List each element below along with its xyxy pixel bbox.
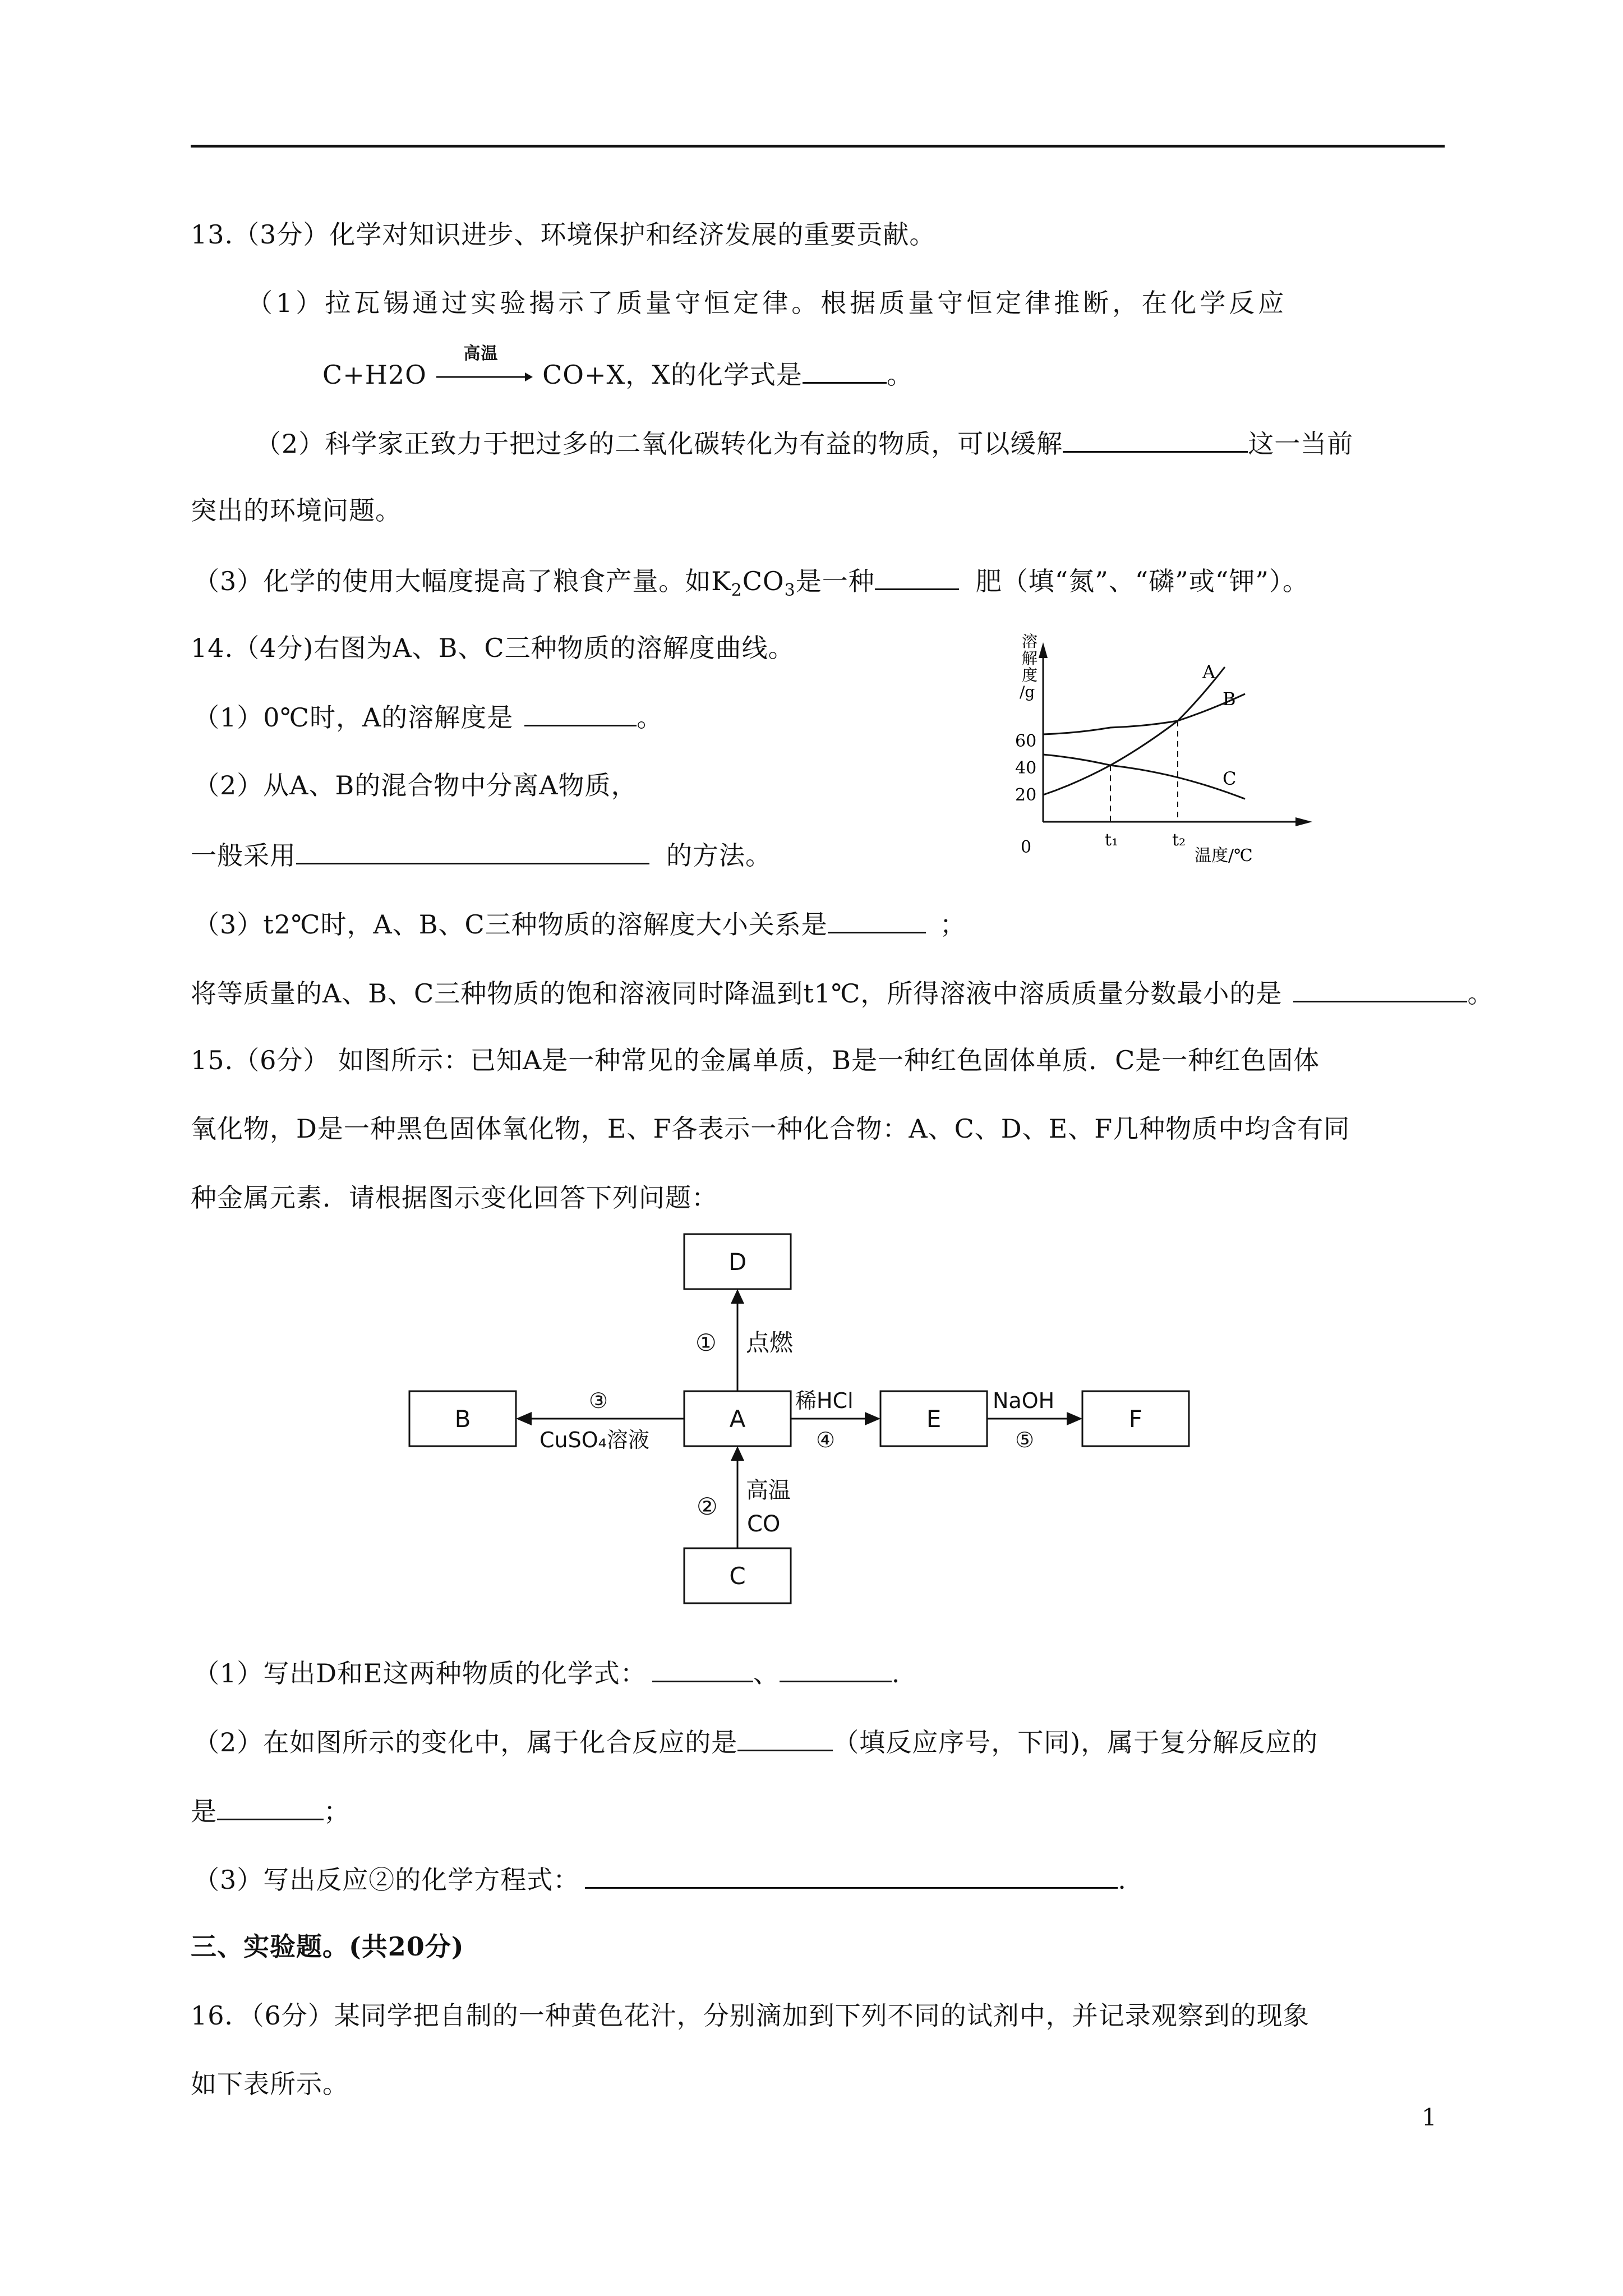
answer-blank-smallest[interactable] [1293, 975, 1467, 1002]
q15-sub3-end: . [1118, 1865, 1127, 1895]
q13-equation [322, 344, 914, 392]
page-number: 1 [1422, 2104, 1437, 2131]
reaction-diagram [393, 1223, 1234, 1627]
reaction-arrow [435, 344, 533, 384]
box-b [409, 1391, 516, 1446]
reaction-5-number: ⑤ [1015, 1428, 1035, 1452]
answer-blank-x[interactable] [803, 356, 887, 384]
subscript-2: 2 [731, 581, 743, 600]
q13-title: 13.（3分）化学对知识进步、环境保护和经济发展的重要贡献。 [191, 219, 936, 250]
q15-sub3 [193, 1861, 1127, 1897]
header-rule [191, 145, 1445, 148]
answer-blank-solubility[interactable] [524, 699, 637, 726]
q15-sub1 [193, 1655, 900, 1690]
q16-para2: 如下表所示。 [191, 2069, 349, 2099]
x-axis-label: 温度/℃ [1195, 846, 1253, 866]
reaction-1-number: ① [695, 1329, 717, 1356]
q15-para1: 15.（6分） 如图所示：已知A是一种常见的金属单质，B是一种红色固体单质．C是一种红色固体 [191, 1045, 1320, 1075]
q16-para1: 16．（6分）某同学把自制的一种黄色花汁，分别滴加到下列不同的试剂中，并记录观察到的现象 [191, 2000, 1310, 2031]
box-d-label: D [728, 1248, 747, 1276]
box-a-label: A [729, 1405, 746, 1433]
q13-part2-text: （2）科学家正致力于把过多的二氧化碳转化为有益的物质，可以缓解 [255, 429, 1063, 459]
subscript-3: 3 [784, 581, 796, 600]
q15-sub2-cont-text: 是 [191, 1796, 217, 1826]
curve-a [1043, 667, 1225, 795]
arrow-c-to-a [697, 1446, 791, 1548]
q13-part3-tail: 肥（填“氮”、“磷”或“钾”）。 [975, 566, 1309, 596]
q15-sub1-sep: 、 [753, 1658, 780, 1688]
q15-sub2-mid: （填反应序号，下同)，属于复分解反应的 [833, 1727, 1318, 1757]
equation-end: 。 [887, 360, 914, 390]
q14-part3 [193, 906, 966, 941]
answer-blank-method[interactable] [296, 837, 649, 864]
arrow-a-to-d [695, 1289, 794, 1391]
q15-sub3-text: （3）写出反应②的化学方程式： [193, 1865, 580, 1895]
q14-part4 [191, 975, 1493, 1010]
y-tick-label: 20 [1015, 785, 1037, 805]
reaction-2-number: ② [697, 1493, 718, 1520]
equation-products: CO+X，X的化学式是 [542, 360, 803, 390]
equation-reactants: C+H2O [322, 360, 427, 390]
q14-part1-end: 。 [637, 702, 663, 733]
q15-sub2 [193, 1724, 1318, 1759]
box-b-label: B [454, 1405, 471, 1433]
curve-b [1043, 694, 1245, 734]
q14-part3-text: （3）t2℃时，A、B、C三种物质的溶解度大小关系是 [193, 909, 828, 940]
y-axis-arrow-icon [1039, 642, 1048, 658]
x-tick-label: t₁ [1105, 830, 1119, 850]
answer-blank-fertilizer[interactable] [875, 563, 959, 590]
answer-blank-equation[interactable] [585, 1861, 1118, 1889]
x-tick-label: t₂ [1172, 830, 1186, 850]
q14-title: 14.（4分)右图为A、B、C三种物质的溶解度曲线。 [191, 633, 795, 663]
box-a [684, 1391, 791, 1446]
series-label-a: A [1202, 661, 1216, 683]
solubility-chart [987, 631, 1324, 878]
box-c-label: C [729, 1562, 746, 1590]
q13-part1: （1）拉瓦锡通过实验揭示了质量守恒定律。根据质量守恒定律推断，在化学反应 [247, 288, 1288, 318]
q14-part3-end: ； [939, 909, 966, 940]
origin-label: 0 [1021, 838, 1032, 857]
q13-part3 [193, 563, 1309, 608]
q15-sub1-text: （1）写出D和E这两种物质的化学式： [193, 1658, 647, 1688]
box-e-label: E [926, 1405, 942, 1433]
q14-part2-cont [191, 837, 772, 872]
q15-sub2-cont [191, 1793, 350, 1828]
q15-para3: 种金属元素．请根据图示变化回答下列问题： [191, 1182, 718, 1213]
y-axis-label: 溶解度/g [1020, 632, 1038, 701]
q14-part2-end: 的方法。 [666, 840, 772, 871]
answer-blank-env-problem[interactable] [1063, 425, 1248, 453]
reaction-4-condition: 稀HCl [795, 1388, 854, 1413]
answer-blank-order[interactable] [828, 906, 926, 933]
answer-blank-combination[interactable] [737, 1724, 833, 1751]
box-f-label: F [1128, 1405, 1143, 1433]
reaction-1-condition: 点燃 [746, 1329, 794, 1356]
q15-sub2-end: ； [324, 1796, 350, 1826]
arrow-a-to-e [791, 1388, 880, 1452]
q13-part3-mid: 是一种 [795, 566, 875, 596]
reaction-3-number: ③ [589, 1388, 608, 1413]
y-tick-label: 40 [1015, 758, 1037, 778]
q13-part2 [255, 425, 1353, 461]
box-c [684, 1548, 791, 1603]
answer-blank-d[interactable] [652, 1655, 753, 1682]
q14-part1-text: （1）0℃时，A的溶解度是 [193, 702, 514, 733]
q14-part4-end: 。 [1467, 978, 1494, 1009]
x-axis-arrow-icon [1295, 817, 1312, 826]
q15-para2: 氧化物，D是一种黑色固体氧化物，E、F各表示一种化合物：A、C、D、E、F几种物质中均含有同 [191, 1114, 1350, 1144]
arrow-e-to-f [987, 1388, 1082, 1452]
q13-part2-tail: 这一当前 [1248, 429, 1354, 459]
q15-sub2-text: （2）在如图所示的变化中，属于化合反应的是 [193, 1727, 738, 1757]
q14-part2-text: 一般采用 [191, 840, 296, 871]
reaction-3-condition: CuSO₄溶液 [540, 1428, 649, 1452]
answer-blank-e[interactable] [780, 1655, 892, 1682]
box-f [1082, 1391, 1189, 1446]
q14-part2: （2）从A、B的混合物中分离A物质， [193, 770, 638, 800]
answer-blank-double-decomposition[interactable] [217, 1793, 324, 1820]
reaction-4-number: ④ [816, 1428, 836, 1452]
series-label-b: B [1223, 688, 1236, 710]
series-label-c: C [1223, 768, 1237, 790]
reaction-5-condition: NaOH [993, 1388, 1055, 1413]
q14-part1 [193, 699, 663, 734]
y-tick-label: 60 [1015, 731, 1037, 751]
arrow-right-icon [435, 366, 533, 388]
reaction-2-condition-2: CO [747, 1511, 781, 1537]
reaction-2-condition-1: 高温 [746, 1478, 791, 1503]
q15-sub1-end: . [891, 1658, 901, 1688]
q13-part3-text: （3）化学的使用大幅度提高了粮食产量。如K [193, 566, 731, 596]
curve-c [1043, 754, 1245, 799]
box-d [684, 1234, 791, 1289]
section-3-heading: 三、实验题。(共20分) [191, 1931, 464, 1962]
q13-part2-cont: 突出的环境问题。 [191, 495, 402, 526]
box-e [880, 1391, 987, 1446]
arrow-condition: 高温 [463, 344, 499, 364]
q14-part4-text: 将等质量的A、B、C三种物质的饱和溶液同时降温到t1℃，所得溶液中溶质质量分数最小的是 [191, 978, 1283, 1009]
arrow-a-to-b [516, 1388, 684, 1452]
formula-co: CO [742, 566, 785, 596]
